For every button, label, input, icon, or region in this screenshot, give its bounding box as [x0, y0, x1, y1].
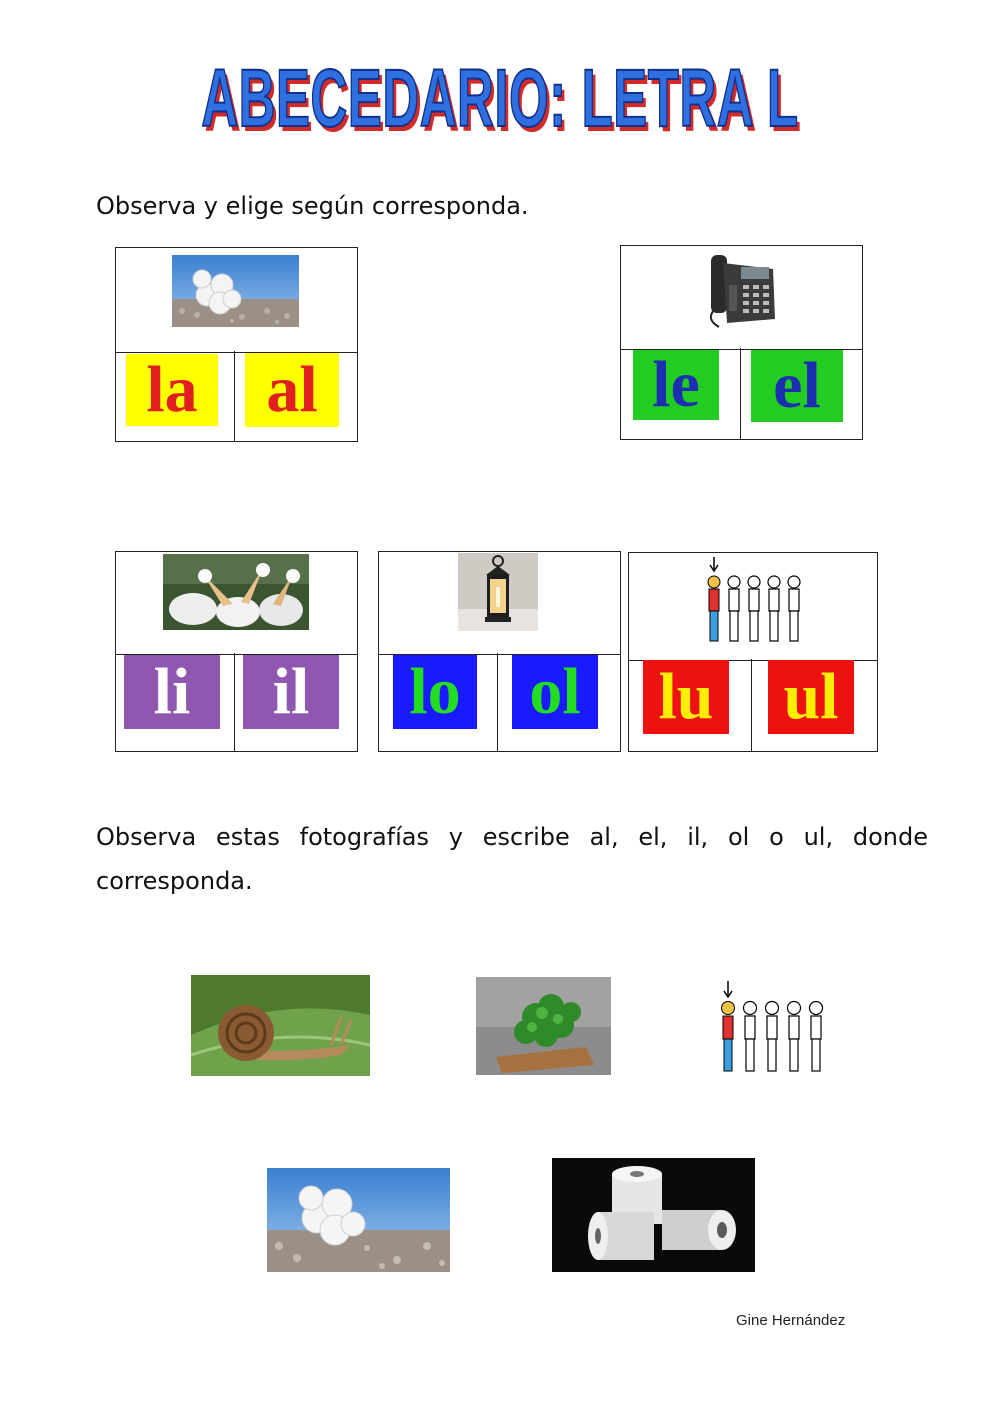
lantern-photo	[458, 553, 538, 631]
option-cell[interactable]	[629, 659, 752, 751]
option-ol[interactable]: ol	[512, 655, 598, 729]
toilet-paper-photo	[552, 1158, 755, 1272]
choice-card-cotton	[115, 247, 358, 442]
choice-card-telephone	[620, 245, 863, 440]
parsley-photo	[476, 977, 611, 1075]
option-cell[interactable]	[496, 653, 620, 751]
option-cell[interactable]	[621, 348, 741, 439]
option-cell[interactable]	[379, 653, 498, 751]
card-image-area	[621, 246, 862, 350]
card-image-area	[379, 552, 620, 655]
option-cell[interactable]	[750, 659, 877, 751]
card-image-area	[629, 553, 877, 661]
row-of-people-pictogram	[716, 979, 828, 1075]
cotton-photo	[172, 255, 299, 327]
choice-card-lantern	[378, 551, 621, 752]
option-cell[interactable]	[233, 351, 357, 441]
pelicans-photo	[163, 554, 309, 630]
cotton-photo	[267, 1168, 450, 1272]
option-lu[interactable]: lu	[643, 660, 729, 734]
telephone-photo	[701, 249, 781, 329]
choice-card-pelicans	[115, 551, 358, 752]
option-la[interactable]: la	[126, 354, 218, 426]
instruction-choose: Observa y elige según corresponda.	[96, 192, 529, 220]
option-cell[interactable]	[116, 653, 235, 751]
instruction-write: Observa estas fotografías y escribe al, el, il, ol o ul, donde corresponda.	[96, 823, 928, 895]
page-title: ABECEDARIO: LETRA L	[201, 53, 799, 144]
option-ul[interactable]: ul	[768, 660, 854, 734]
option-al[interactable]: al	[245, 353, 339, 427]
choice-card-first-in-line	[628, 552, 878, 752]
option-el[interactable]: el	[751, 350, 843, 422]
row-of-people-pictogram	[702, 555, 806, 645]
card-image-area	[116, 248, 357, 353]
author-credit: Gine Hernández	[736, 1312, 846, 1329]
option-cell[interactable]	[116, 351, 235, 441]
snail-photo	[191, 975, 370, 1076]
card-image-area	[116, 552, 357, 655]
option-le[interactable]: le	[633, 350, 719, 420]
option-cell[interactable]	[233, 653, 357, 751]
option-lo[interactable]: lo	[393, 655, 477, 729]
option-il[interactable]: il	[243, 655, 339, 729]
option-li[interactable]: li	[124, 655, 220, 729]
option-cell[interactable]	[739, 348, 862, 439]
